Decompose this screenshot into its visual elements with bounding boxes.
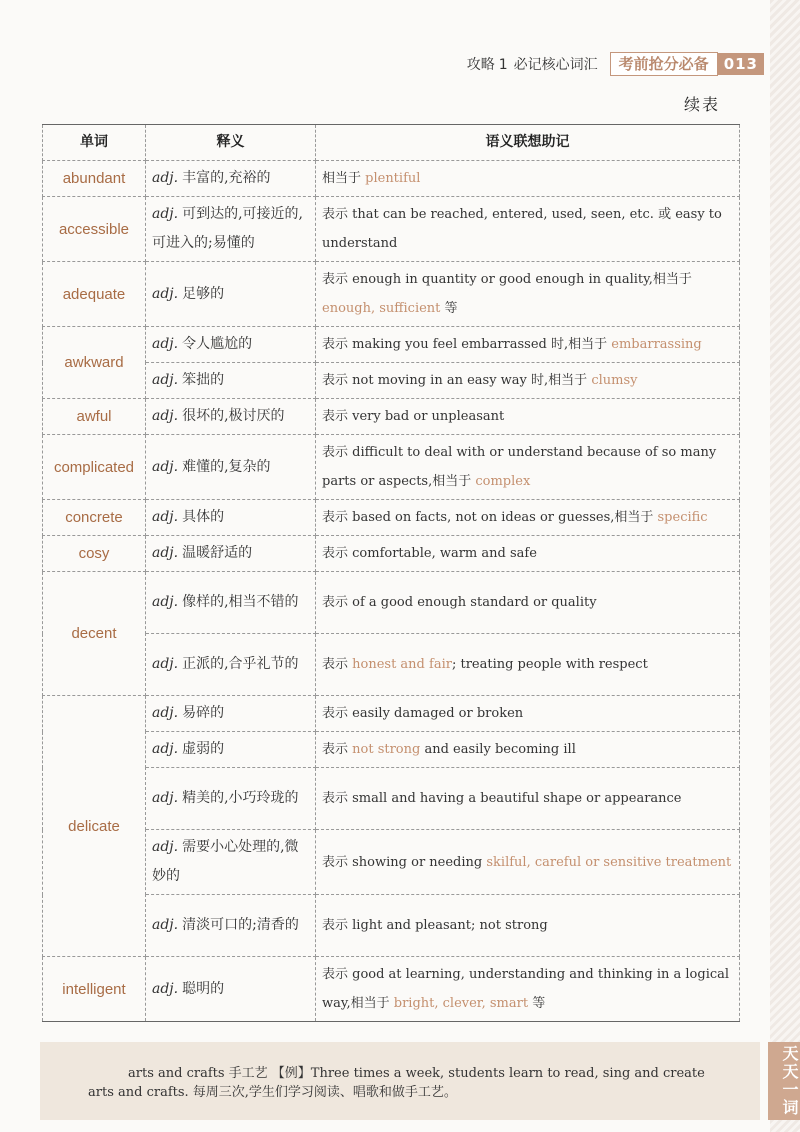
word-cell: decent bbox=[43, 572, 146, 696]
meaning-text: 笨拙的 bbox=[182, 372, 225, 388]
part-of-speech: adj. bbox=[152, 705, 179, 721]
memo-text: 相当于 bbox=[322, 171, 366, 186]
memo-suffix: ; treating people with respect bbox=[451, 657, 648, 672]
page-header bbox=[467, 52, 764, 76]
memo-text: 表示 good at learning, understanding and thinking in a logical way,相当于 bbox=[322, 967, 730, 1011]
memo-highlight: plentiful bbox=[365, 171, 421, 186]
word-cell: awkward bbox=[43, 327, 146, 399]
footer-line-1: arts and crafts 手工艺 【例】Three times a week, students learn to read, sing and create bbox=[128, 1066, 705, 1081]
word-cell: adequate bbox=[43, 262, 146, 327]
meaning-cell bbox=[146, 363, 316, 399]
memo-text: 表示 bbox=[322, 657, 353, 672]
word-cell: intelligent bbox=[43, 957, 146, 1022]
table-row bbox=[43, 197, 740, 262]
meaning-text: 难懂的,复杂的 bbox=[182, 458, 271, 475]
memo-text: 表示 small and having a beautiful shape or appearance bbox=[322, 791, 682, 806]
meaning-text: 需要小心处理的,微妙的 bbox=[152, 839, 299, 884]
word-cell: abundant bbox=[43, 161, 146, 197]
page-edge-stripe bbox=[770, 0, 800, 1132]
memo-cell bbox=[316, 435, 740, 500]
memo-text: 表示 comfortable, warm and safe bbox=[322, 546, 537, 561]
meaning-cell bbox=[146, 536, 316, 572]
memo-cell bbox=[316, 161, 740, 197]
continued-label: 续表 bbox=[683, 95, 720, 114]
memo-cell bbox=[316, 895, 740, 957]
memo-text: 表示 of a good enough standard or quality bbox=[322, 595, 597, 610]
part-of-speech: adj. bbox=[152, 790, 179, 806]
meaning-cell bbox=[146, 399, 316, 435]
memo-highlight: not strong bbox=[352, 742, 421, 757]
word-cell: delicate bbox=[43, 696, 146, 957]
word-cell: cosy bbox=[43, 536, 146, 572]
memo-text: 表示 light and pleasant; not strong bbox=[322, 918, 548, 933]
table-row bbox=[43, 957, 740, 1022]
meaning-cell bbox=[146, 327, 316, 363]
table-row bbox=[43, 696, 740, 732]
footer-example-box bbox=[40, 1042, 760, 1120]
memo-text: 表示 not moving in an easy way 时,相当于 bbox=[322, 373, 592, 388]
table-row bbox=[43, 435, 740, 500]
vocabulary-table bbox=[42, 124, 740, 1022]
table-row bbox=[43, 500, 740, 536]
table-row bbox=[43, 399, 740, 435]
table-row bbox=[43, 768, 740, 830]
memo-text: 表示 showing or needing bbox=[322, 854, 487, 870]
memo-text: 表示 based on facts, not on ideas or guesses,相当于 bbox=[322, 510, 658, 525]
memo-suffix: 等 bbox=[440, 301, 458, 316]
memo-cell bbox=[316, 768, 740, 830]
meaning-cell bbox=[146, 732, 316, 768]
memo-suffix: and easily becoming ill bbox=[420, 742, 576, 757]
memo-text: 表示 that can be reached, entered, used, seen, etc. 或 easy to understand bbox=[322, 207, 722, 251]
part-of-speech: adj. bbox=[152, 206, 179, 222]
memo-cell bbox=[316, 197, 740, 262]
memo-cell bbox=[316, 634, 740, 696]
memo-cell bbox=[316, 957, 740, 1022]
table-row bbox=[43, 572, 740, 634]
meaning-cell bbox=[146, 634, 316, 696]
table-row bbox=[43, 327, 740, 363]
memo-cell bbox=[316, 572, 740, 634]
memo-cell bbox=[316, 262, 740, 327]
memo-highlight: enough, sufficient bbox=[322, 301, 441, 316]
part-of-speech: adj. bbox=[152, 980, 179, 997]
meaning-cell bbox=[146, 262, 316, 327]
meaning-cell bbox=[146, 830, 316, 895]
meaning-cell bbox=[146, 696, 316, 732]
meaning-text: 令人尴尬的 bbox=[182, 336, 253, 352]
table-row bbox=[43, 262, 740, 327]
meaning-text: 很坏的,极讨厌的 bbox=[182, 408, 285, 424]
memo-highlight: honest and fair bbox=[352, 657, 452, 672]
word-cell: accessible bbox=[43, 197, 146, 262]
meaning-cell bbox=[146, 895, 316, 957]
memo-text: 表示 making you feel embarrassed 时,相当于 bbox=[322, 337, 612, 352]
meaning-cell bbox=[146, 572, 316, 634]
memo-text: 表示 enough in quantity or good enough in quality,相当于 bbox=[322, 272, 692, 287]
word-cell: awful bbox=[43, 399, 146, 435]
memo-cell bbox=[316, 732, 740, 768]
part-of-speech: adj. bbox=[152, 839, 179, 855]
meaning-cell bbox=[146, 500, 316, 536]
part-of-speech: adj. bbox=[152, 545, 179, 561]
meaning-text: 足够的 bbox=[182, 285, 225, 302]
meaning-text: 清淡可口的;清香的 bbox=[182, 917, 299, 933]
memo-text: 表示 difficult to deal with or understand because of so many parts or aspects,相当于 bbox=[322, 445, 717, 489]
meaning-text: 虚弱的 bbox=[182, 741, 225, 757]
footer-line-2: arts and crafts. 每周三次,学生们学习阅读、唱歌和做手工艺。 bbox=[88, 1085, 457, 1100]
meaning-text: 丰富的,充裕的 bbox=[182, 170, 271, 186]
part-of-speech: adj. bbox=[152, 594, 179, 610]
table-row bbox=[43, 363, 740, 399]
meaning-cell bbox=[146, 957, 316, 1022]
meaning-cell bbox=[146, 161, 316, 197]
part-of-speech: adj. bbox=[152, 372, 179, 388]
memo-highlight: bright, clever, smart bbox=[393, 996, 529, 1011]
memo-text: 表示 easily damaged or broken bbox=[322, 706, 524, 721]
side-tab: 天天一词 bbox=[768, 1042, 800, 1120]
word-cell: complicated bbox=[43, 435, 146, 500]
part-of-speech: adj. bbox=[152, 656, 179, 672]
meaning-text: 精美的,小巧玲珑的 bbox=[182, 790, 299, 806]
meaning-text: 具体的 bbox=[182, 509, 225, 525]
part-of-speech: adj. bbox=[152, 741, 179, 757]
table-row bbox=[43, 536, 740, 572]
memo-cell bbox=[316, 830, 740, 895]
table-row bbox=[43, 830, 740, 895]
table-row bbox=[43, 895, 740, 957]
table-header-row bbox=[43, 125, 740, 161]
section-title: 攻略 1 必记核心词汇 bbox=[466, 57, 598, 73]
header-word: 单词 bbox=[43, 125, 146, 161]
memo-cell bbox=[316, 500, 740, 536]
meaning-text: 易碎的 bbox=[182, 705, 225, 721]
memo-highlight: embarrassing bbox=[611, 337, 702, 352]
part-of-speech: adj. bbox=[152, 458, 179, 475]
header-memo: 语义联想助记 bbox=[316, 125, 740, 161]
memo-cell bbox=[316, 696, 740, 732]
footer-example bbox=[88, 1064, 738, 1102]
table-row bbox=[43, 634, 740, 696]
memo-highlight: specific bbox=[657, 510, 708, 525]
table-row bbox=[43, 732, 740, 768]
part-of-speech: adj. bbox=[152, 170, 179, 186]
memo-text: 表示 very bad or unpleasant bbox=[322, 409, 505, 424]
meaning-text: 温暖舒适的 bbox=[182, 545, 253, 561]
memo-suffix: 等 bbox=[528, 996, 546, 1011]
memo-highlight: complex bbox=[475, 474, 531, 489]
memo-cell bbox=[316, 363, 740, 399]
meaning-cell bbox=[146, 435, 316, 500]
memo-cell bbox=[316, 399, 740, 435]
memo-cell bbox=[316, 536, 740, 572]
part-of-speech: adj. bbox=[152, 285, 179, 302]
memo-highlight: skilful, careful or sensitive treatment bbox=[486, 854, 732, 870]
page-number: 013 bbox=[718, 53, 764, 75]
meaning-text: 像样的,相当不错的 bbox=[182, 594, 299, 610]
word-cell: concrete bbox=[43, 500, 146, 536]
meaning-cell bbox=[146, 197, 316, 262]
header-badge: 考前抢分必备 bbox=[610, 52, 718, 76]
memo-cell bbox=[316, 327, 740, 363]
meaning-text: 聪明的 bbox=[182, 980, 225, 997]
part-of-speech: adj. bbox=[152, 917, 179, 933]
part-of-speech: adj. bbox=[152, 336, 179, 352]
memo-text: 表示 bbox=[322, 742, 353, 757]
header-meaning: 释义 bbox=[146, 125, 316, 161]
table-row bbox=[43, 161, 740, 197]
part-of-speech: adj. bbox=[152, 408, 179, 424]
memo-highlight: clumsy bbox=[591, 373, 638, 388]
meaning-cell bbox=[146, 768, 316, 830]
meaning-text: 可到达的,可接近的,可进入的;易懂的 bbox=[152, 206, 304, 251]
meaning-text: 正派的,合乎礼节的 bbox=[182, 656, 299, 672]
part-of-speech: adj. bbox=[152, 509, 179, 525]
